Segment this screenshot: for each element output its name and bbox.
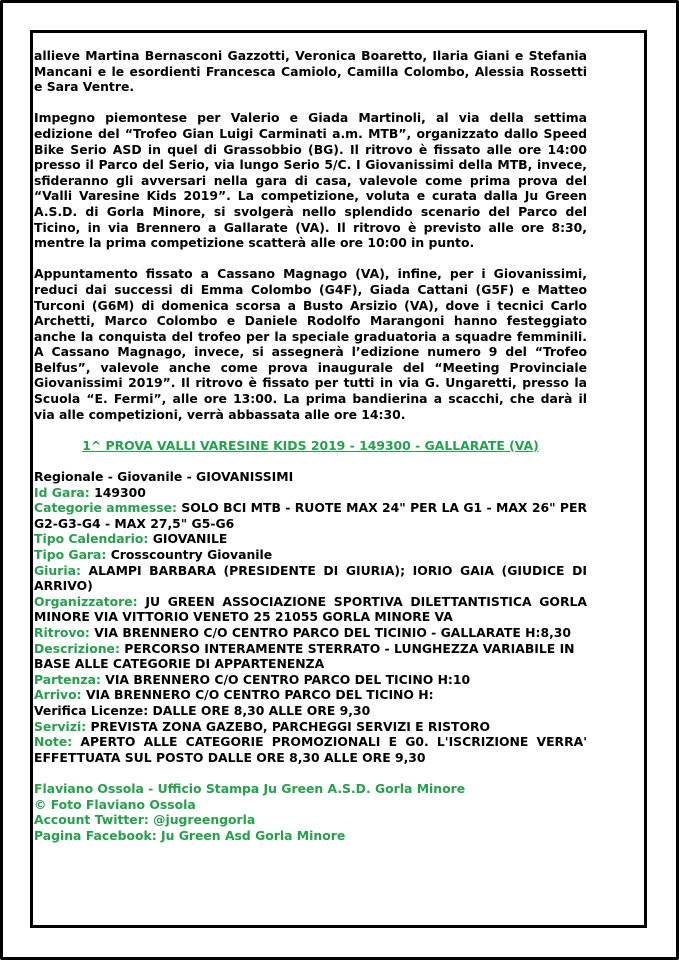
label-tipo-gara: Tipo Gara: bbox=[34, 547, 107, 562]
value-note: APERTO ALLE CATEGORIE PROMOZIONALI E G0. L'ISCRIZIONE VERRA' EFFETTUATA SUL POSTO DALLE ORE 8,30 ALLE ORE 9,30 bbox=[34, 734, 587, 765]
footer-credits bbox=[34, 781, 587, 843]
value-tipo-gara: Crosscountry Giovanile bbox=[110, 547, 273, 562]
row-partenza bbox=[34, 672, 587, 688]
value-arrivo: VIA BRENNERO C/O CENTRO PARCO DEL TICINO H: bbox=[85, 687, 434, 703]
row-arrivo bbox=[34, 687, 587, 703]
row-descrizione bbox=[34, 641, 587, 672]
label-tipo-calendario: Tipo Calendario: bbox=[34, 531, 149, 547]
row-verifica-licenze: Verifica Licenze: DALLE ORE 8,30 ALLE ORE 9,30 bbox=[34, 702, 371, 718]
event-details bbox=[34, 469, 587, 765]
label-id-gara: Id Gara: bbox=[34, 484, 90, 500]
row-ritrovo bbox=[34, 625, 587, 641]
value-ritrovo: VIA BRENNERO C/O CENTRO PARCO DEL TICINIO - GALLARATE H:8,30 bbox=[94, 624, 572, 640]
footer-photo-credit: © Foto Flaviano Ossola bbox=[34, 796, 196, 812]
row-giuria bbox=[34, 563, 587, 594]
value-servizi: PREVISTA ZONA GAZEBO, PARCHEGGI SERVIZI E RISTORO bbox=[90, 718, 491, 734]
label-note: Note: bbox=[34, 734, 73, 750]
row-servizi bbox=[34, 719, 587, 735]
label-arrivo: Arrivo: bbox=[34, 687, 82, 703]
value-partenza: VIA BRENNERO C/O CENTRO PARCO DEL TICINO H:10 bbox=[105, 671, 471, 687]
row-organizzatore bbox=[34, 594, 587, 625]
value-id-gara: 149300 bbox=[94, 484, 146, 500]
value-organizzatore: JU GREEN ASSOCIAZIONE SPORTIVA DILETTANTISTICA GORLA MINORE VIA VITTORIO VENETO 25 21055 GORLA MINORE VA bbox=[34, 593, 587, 625]
label-partenza: Partenza: bbox=[34, 671, 101, 687]
value-descrizione: PERCORSO INTERAMENTE STERRATO - LUNGHEZZA VARIABILE IN BASE ALLE CATEGORIE DI APPARTENENZA bbox=[34, 640, 575, 672]
row-note bbox=[34, 734, 587, 765]
document-body bbox=[34, 48, 587, 843]
value-tipo-calendario: GIOVANILE bbox=[152, 531, 228, 547]
label-giuria: Giuria: bbox=[34, 562, 81, 578]
event-header: Regionale - Giovanile - GIOVANISSIMI bbox=[34, 469, 294, 485]
label-descrizione: Descrizione: bbox=[34, 640, 120, 656]
value-giuria: ALAMPI BARBARA (PRESIDENTE DI GIURIA); IORIO GAIA (GIUDICE DI ARRIVO) bbox=[34, 562, 587, 594]
label-categorie: Categorie ammesse: bbox=[34, 500, 177, 516]
label-servizi: Servizi: bbox=[34, 718, 87, 734]
footer-twitter: Account Twitter: @jugreengorla bbox=[34, 812, 256, 828]
value-categorie: SOLO BCI MTB - RUOTE MAX 24" PER LA G1 - MAX 26" PER G2-G3-G4 - MAX 27,5" G5-G6 bbox=[34, 500, 587, 531]
footer-facebook: Pagina Facebook: Ju Green Asd Gorla Minore bbox=[34, 827, 346, 843]
row-tipo-gara bbox=[34, 547, 587, 563]
row-id-gara bbox=[34, 485, 587, 501]
paragraph-piemontese: Impegno piemontese per Valerio e Giada Martinoli, al via della settima edizione del “Trofeo Gian Luigi Carminati a.m. MTB”, organizzato dallo Speed Bike Serio ASD in quel di Grassobbio (BG). Il ritrovo è fissato alle ore 14:00 presso il Parco del Serio, via lungo Serio 5/C. I Giovanissimi della MTB, invece, sfideranno gli avversari nella gara di casa, valevole come prima prova del “Valli Varesine Kids 2019”. La competizione, voluta e curata dalla Ju Green A.S.D. di Gorla Minore, si svolgerà nello splendido scenario del Parco del Ticino, in via Brennero a Gallarate (VA). Il ritrovo è previsto alle ore 8:30, mentre la prima competizione scatterà alle ore 10:00 in punto. bbox=[34, 110, 587, 251]
row-tipo-calendario bbox=[34, 531, 587, 547]
paragraph-cassano: Appuntamento fissato a Cassano Magnago (VA), infine, per i Giovanissimi, reduci dai successi di Emma Colombo (G4F), Giada Cattani (G5F) e Matteo Turconi (G6M) di domenica scorsa a Busto Arsizio (VA), dove i tecnici Carlo Archetti, Marco Colombo e Daniele Rodolfo Marangoni hanno festeggiato anche la conquista del trofeo per la speciale graduatoria a squadre femminili. A Cassano Magnago, invece, si assegnerà l’edizione numero 9 del “Trofeo Belfus”, valevole anche come prova inaugurale del “Meeting Provinciale Giovanissimi 2019”. Il ritrovo è fissato per tutti in via G. Ungaretti, presso la Scuola “E. Fermi”, alle ore 13:00. La prima bandierina a scacchi, che darà il via alle competizioni, verrà abbassata alle ore 14:30. bbox=[34, 266, 587, 422]
label-organizzatore: Organizzatore: bbox=[34, 593, 138, 609]
row-categorie bbox=[34, 500, 587, 531]
label-ritrovo: Ritrovo: bbox=[34, 624, 90, 640]
paragraph-intro: allieve Martina Bernasconi Gazzotti, Veronica Boaretto, Ilaria Giani e Stefania Mancani e le esordienti Francesca Camiolo, Camilla Colombo, Alessia Rossetti e Sara Ventre. bbox=[34, 48, 587, 95]
footer-press-office: Flaviano Ossola - Ufficio Stampa Ju Green A.S.D. Gorla Minore bbox=[34, 780, 466, 796]
event-title: 1^ PROVA VALLI VARESINE KIDS 2019 - 149300 - GALLARATE (VA) bbox=[82, 437, 539, 453]
